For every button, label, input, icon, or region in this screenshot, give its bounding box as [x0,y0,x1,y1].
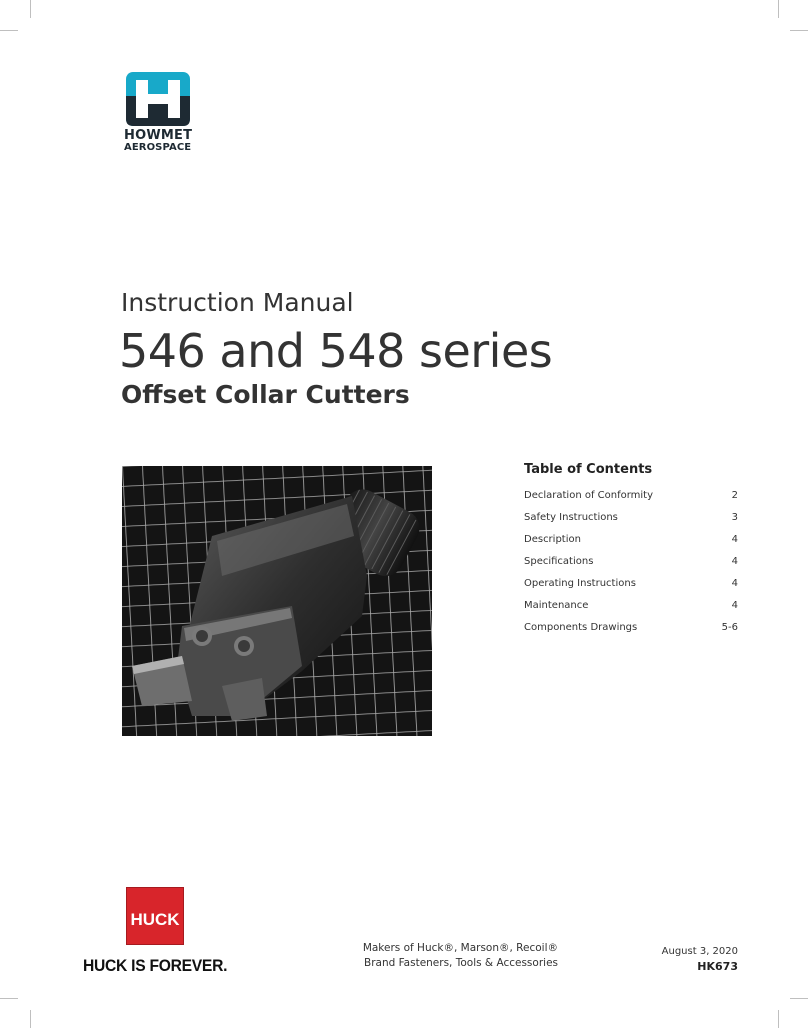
howmet-logo [126,72,190,126]
toc-item[interactable] [524,555,738,577]
product-title: 546 and 548 series [119,324,553,378]
toc-item-page: 4 [731,600,738,611]
product-photo [122,466,432,736]
toc-item-label: Operating Instructions [524,578,636,589]
doc-type: Instruction Manual [121,288,354,317]
crop-mark [0,30,18,31]
collar-cutter-illustration [122,466,432,736]
toc-item-label: Specifications [524,556,594,567]
table-of-contents [524,462,738,643]
huck-logo-text: HUCK [130,910,180,929]
toc-item[interactable] [524,489,738,511]
howmet-wordmark [124,130,192,154]
toc-item-label: Maintenance [524,600,589,611]
toc-item-page: 3 [731,512,738,523]
toc-item[interactable] [524,577,738,599]
toc-item-label: Declaration of Conformity [524,490,654,501]
makers-statement [360,941,558,971]
crop-mark [30,1010,31,1028]
toc-item-page: 4 [731,578,738,589]
toc-title: Table of Contents [524,462,653,477]
doc-code: HK673 [697,960,738,973]
toc-item[interactable] [524,621,738,643]
makers-line1: Makers of Huck®, Marson®, Recoil® [362,942,558,954]
toc-item[interactable] [524,533,738,555]
doc-meta [630,944,738,974]
toc-item-page: 4 [731,534,738,545]
company-name-line2: AEROSPACE [124,142,192,153]
toc-item[interactable] [524,599,738,621]
crop-mark [790,30,808,31]
huck-tagline: HUCK IS FOREVER. [83,956,228,975]
toc-item-label: Description [524,534,581,545]
company-name-line1: HOWMET [124,128,193,143]
toc-item-page: 4 [731,556,738,567]
toc-item-label: Safety Instructions [524,512,618,523]
toc-item[interactable] [524,511,738,533]
crop-mark [778,0,779,18]
toc-item-page: 2 [731,490,738,501]
product-subtitle: Offset Collar Cutters [121,380,410,409]
toc-item-label: Components Drawings [524,622,638,633]
toc-item-page: 5-6 [721,622,738,633]
makers-line2: Brand Fasteners, Tools & Accessories [363,957,558,969]
crop-mark [790,998,808,999]
huck-logo [126,887,184,945]
publish-date: August 3, 2020 [661,946,738,957]
crop-mark [0,998,18,999]
crop-mark [30,0,31,18]
crop-mark [778,1010,779,1028]
